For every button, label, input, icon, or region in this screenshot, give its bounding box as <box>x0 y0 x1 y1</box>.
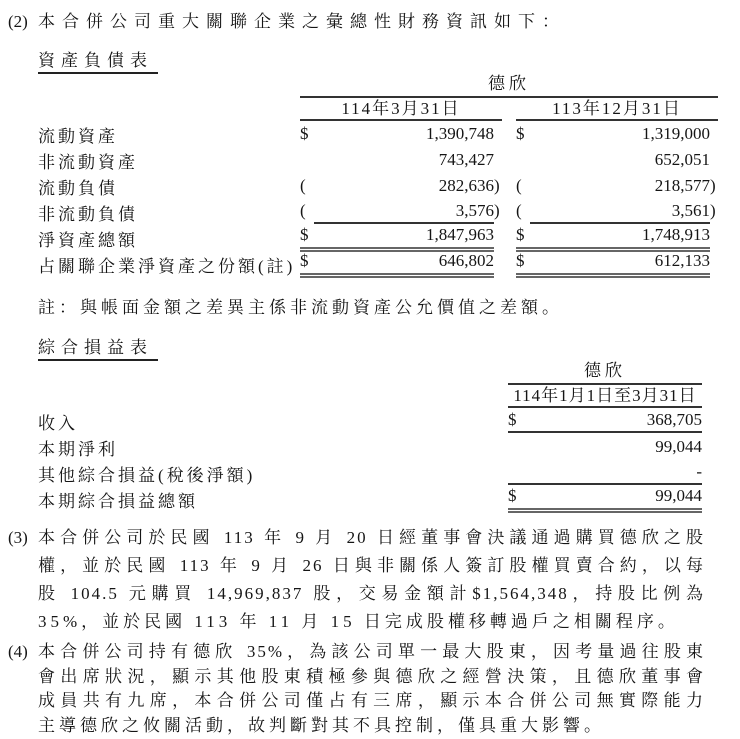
table-row <box>38 408 702 434</box>
paragraph-line: 會出席狀況，顯示其他股東積極參與德欣之經營決策，且德欣董事會 <box>38 666 705 686</box>
company-name-header: 德欣 <box>300 74 718 98</box>
amount-cell <box>300 124 502 144</box>
amount-prefix: $ <box>508 409 517 429</box>
amount-value: 99,044 <box>655 437 702 456</box>
income-statement-table <box>38 361 702 512</box>
amount-value: 646,802 <box>438 250 494 270</box>
item-4-paragraph <box>8 640 740 738</box>
item-2-heading <box>8 10 740 34</box>
balance-sheet-title: 資產負債表 <box>38 46 740 70</box>
amount-cell <box>516 150 718 170</box>
amount-cell <box>516 176 718 196</box>
amount-cell <box>516 201 718 224</box>
amount-prefix: ( <box>516 176 522 195</box>
table-row <box>38 225 718 251</box>
item-2-text: 本合併公司重大關聯企業之彙總性財務資訊如下： <box>38 12 566 31</box>
amount-value: 1,319,000 <box>642 124 710 143</box>
period-column-header: 114年3月31日 <box>300 98 502 121</box>
table-row <box>38 251 718 277</box>
amount-cell <box>300 225 502 252</box>
paragraph-line: 35%，並於民國 113 年 11 月 15 日完成股權移轉過戶之相關程序。 <box>38 612 679 631</box>
paragraph-line: 主導德欣之攸關活動，故判斷對其不具控制，僅具重大影響。 <box>38 715 605 735</box>
table-row <box>38 434 702 460</box>
amount-prefix: $ <box>300 250 309 270</box>
income-statement-title: 綜合損益表 <box>38 333 740 357</box>
company-name-header: 德欣 <box>508 361 702 385</box>
amount-suffix: ) <box>494 200 500 220</box>
amount-cell <box>516 124 718 144</box>
amount-value: 3,576 <box>314 201 494 224</box>
amount-prefix: ( <box>300 176 306 195</box>
balance-sheet-note: 註：與帳面金額之差異主係非流動資產公允價值之差額。 <box>38 298 563 317</box>
amount-cell <box>516 225 718 252</box>
amount-value: 743,427 <box>438 150 494 169</box>
table-row <box>38 121 718 147</box>
amount-suffix: ) <box>494 176 500 195</box>
row-label: 非流動負債 <box>38 204 138 224</box>
amount-prefix: ( <box>300 200 306 220</box>
amount-value: 1,390,748 <box>426 124 494 143</box>
table-row <box>38 173 718 199</box>
paragraph-line: 股 104.5 元購買 14,969,837 股，交易金額計$1,564,348，持股比例為 <box>38 584 705 603</box>
amount-cell <box>508 462 702 485</box>
amount-suffix: ) <box>710 200 716 220</box>
row-label: 流動負債 <box>38 178 118 198</box>
amount-value: 652,051 <box>654 150 710 169</box>
paragraph-line: 本合併公司於民國 113 年 9 月 20 日經董事會決議通過購買德欣之股 <box>38 528 705 547</box>
amount-value: 99,044 <box>655 485 702 505</box>
amount-value: 368,705 <box>646 409 702 429</box>
amount-cell <box>508 437 702 457</box>
amount-cell <box>300 251 502 278</box>
item-3-paragraph <box>8 524 740 636</box>
amount-prefix: $ <box>516 250 525 270</box>
row-label: 淨資產總額 <box>38 230 138 250</box>
amount-prefix: $ <box>516 224 525 244</box>
amount-prefix: ( <box>516 200 522 220</box>
amount-prefix: $ <box>508 485 517 505</box>
table-row <box>38 199 718 225</box>
amount-prefix: $ <box>300 124 309 143</box>
amount-cell <box>300 201 502 224</box>
paragraph-line: 權，並於民國 113 年 9 月 26 日與非關係人簽訂股權買賣合約，以每 <box>38 556 705 575</box>
amount-cell <box>516 251 718 278</box>
company-header-row <box>38 74 718 98</box>
amount-value: 1,748,913 <box>642 224 710 244</box>
amount-prefix: $ <box>300 224 309 244</box>
period-column-header: 113年12月31日 <box>516 98 718 121</box>
paragraph-line: 本合併公司持有德欣 35%，為該公司單一最大股東，因考量過往股東 <box>38 642 705 661</box>
amount-cell <box>508 410 702 433</box>
amount-value: 612,133 <box>654 250 710 270</box>
amount-value: 1,847,963 <box>426 224 494 244</box>
row-label: 流動資產 <box>38 126 118 146</box>
paragraph-line: 成員共有九席，本合併公司僅占有三席，顯示本合併公司無實際能力 <box>38 691 705 710</box>
item-4-marker: (4) <box>8 642 28 661</box>
item-3-marker: (3) <box>8 528 28 547</box>
table-row <box>38 147 718 173</box>
row-label: 收入 <box>38 413 78 433</box>
amount-prefix: $ <box>516 124 525 143</box>
item-2-marker: (2) <box>8 12 28 31</box>
amount-cell <box>300 176 502 196</box>
row-label: 占關聯企業淨資產之份額(註) <box>38 256 296 276</box>
amount-value: 218,577 <box>654 176 710 195</box>
row-label: 其他綜合損益(稅後淨額) <box>38 465 256 485</box>
amount-cell <box>508 486 702 513</box>
amount-suffix: ) <box>710 176 716 195</box>
table-row <box>38 460 702 486</box>
amount-value: 282,636 <box>438 176 494 195</box>
amount-value: 3,561 <box>530 201 710 224</box>
row-label: 本期淨利 <box>38 439 118 459</box>
company-header-row <box>38 361 702 385</box>
row-label: 本期綜合損益總額 <box>38 491 198 511</box>
period-header-row <box>38 98 718 121</box>
table-row <box>38 486 702 512</box>
period-header-row <box>38 385 702 408</box>
amount-cell <box>300 150 502 170</box>
amount-value: - <box>696 461 702 481</box>
row-label: 非流動資產 <box>38 152 138 172</box>
balance-sheet-table <box>38 74 718 277</box>
period-column-header: 114年1月1日至3月31日 <box>508 385 702 408</box>
